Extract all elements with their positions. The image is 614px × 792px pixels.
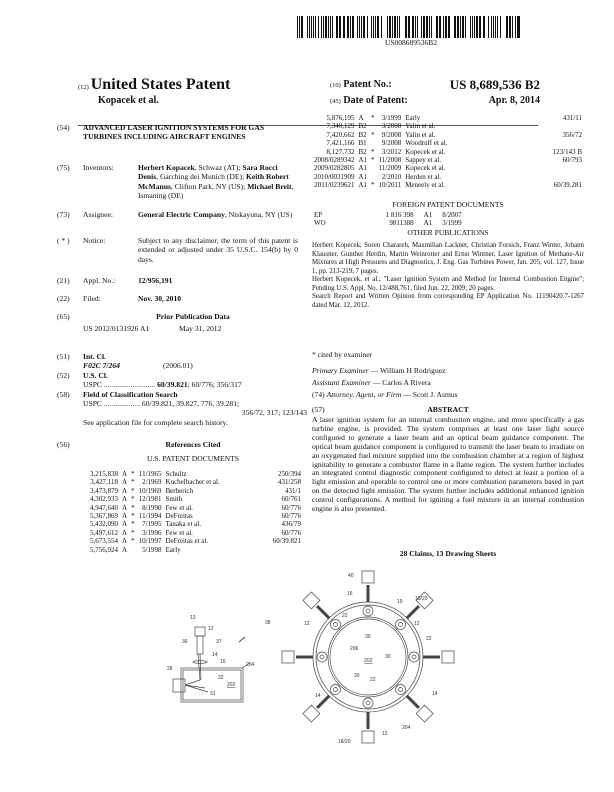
code: (45) <box>330 98 341 105</box>
reference-row <box>312 139 584 147</box>
patent-number: 2011/0239621 <box>314 181 355 190</box>
ref-label: 14 <box>432 691 438 697</box>
code: (10) <box>330 82 341 89</box>
kind: A1 <box>423 219 433 228</box>
ref-label: 30 <box>365 634 371 640</box>
reference-row <box>88 478 303 486</box>
assistant-examiner <box>312 378 431 387</box>
ref-label: 37 <box>216 639 222 645</box>
inventors-list <box>138 163 298 201</box>
kind: B1 <box>358 139 367 148</box>
ref-label: 12 <box>208 626 214 632</box>
cited-flag: * <box>131 512 135 521</box>
classification: 436/79 <box>281 520 301 529</box>
cited-flag <box>369 139 377 147</box>
code: (52) <box>57 371 70 380</box>
reference-row <box>312 173 584 181</box>
cited-note: * cited by examiner <box>312 350 373 359</box>
barcode-number: US008689536B2 <box>384 38 438 47</box>
inventor: Herden et al. <box>405 172 442 181</box>
ref-label: 12 <box>382 731 388 737</box>
int-class-year: (2006.01) <box>163 361 193 370</box>
classification: 431/1 <box>285 486 301 495</box>
cited-flag: * <box>131 520 135 529</box>
inventor: Early <box>405 114 421 122</box>
classification: 356/72 <box>562 130 582 139</box>
date: 3/1996 <box>142 528 162 537</box>
patent-number-row <box>330 77 540 92</box>
laser-source-box <box>362 731 374 743</box>
ref-label: 28 <box>167 666 173 672</box>
kind: A1 <box>358 164 368 173</box>
code: (73) <box>57 210 70 219</box>
code: (51) <box>57 352 70 361</box>
title-section <box>57 123 307 155</box>
inventor-name: Keith Robert McManus <box>138 172 289 191</box>
date: 3/2012 <box>381 147 402 156</box>
inventor: Berberich <box>165 486 194 495</box>
ref-label: 204 <box>246 662 255 668</box>
heading: Prior Publication Data <box>156 312 230 321</box>
patent-title-heading: United States Patent <box>90 76 231 93</box>
ref-label: 14 <box>212 652 218 658</box>
ref-label: 19 <box>397 599 403 605</box>
cited-flag: * <box>131 495 135 504</box>
date: 9/2008 <box>381 130 402 139</box>
reference-row <box>88 470 303 478</box>
reference-row <box>88 512 303 520</box>
code: (12) <box>78 84 89 91</box>
classification: 60/761 <box>281 495 301 504</box>
date: 8/2007 <box>442 211 462 219</box>
date: 3/1999 <box>381 114 402 122</box>
date: 7/1995 <box>142 520 162 529</box>
other-classes: ; 60/776; 356/317 <box>187 380 242 389</box>
patent-date: Apr. 8, 2014 <box>488 95 540 106</box>
number: 9811388 <box>389 219 414 228</box>
nozzle <box>363 606 373 616</box>
classification: 60/776 <box>281 528 301 537</box>
patent-number: 5,497,612 <box>90 528 118 537</box>
classification: 60/793 <box>562 156 582 165</box>
patent-number: US 8,689,536 B2 <box>449 77 540 92</box>
cited-flag <box>369 164 377 172</box>
patent-number: 7,421,166 <box>326 139 355 148</box>
ref-label: 18/20 <box>338 739 351 745</box>
reference-row <box>88 537 303 545</box>
field-classes <box>83 399 307 408</box>
ref-label: 202 <box>227 682 236 688</box>
patent-no-label: Patent No.: <box>343 79 392 90</box>
patent-number: 5,367,869 <box>90 512 118 521</box>
other-publications <box>312 242 584 310</box>
kind: B2 <box>358 130 367 139</box>
kind: A <box>122 512 128 521</box>
publication: Herbert Kopecek, et al.; "Laser Ignition System and Method for Internal Combustion Engine"; Pending U.S. Appl. No. 12/488,761, filed Jun. 22, 2009; 20 pages. <box>312 276 584 292</box>
label: Assignee: <box>83 210 113 219</box>
patent-number: 3,215,838 <box>90 470 118 478</box>
ref-label: 18/20 <box>415 596 428 602</box>
laser-source-box <box>282 651 294 663</box>
kind: B2 <box>358 122 367 131</box>
classification <box>551 139 584 147</box>
inventor: Yalin et al. <box>405 122 436 131</box>
classification: 60/39.821 <box>272 537 301 546</box>
code: (57) <box>312 405 325 414</box>
ref-label: 13 <box>190 615 196 621</box>
kind: A <box>122 545 128 554</box>
field-line: 356/72, 317; 123/143 <box>241 408 307 417</box>
kind: A1 <box>358 156 368 165</box>
subheading: U.S. PATENT DOCUMENTS <box>147 454 239 463</box>
value: — William H Rodriguez <box>368 366 446 375</box>
nozzle <box>330 619 340 629</box>
date: 12/1981 <box>138 495 162 504</box>
inventor: Few et al. <box>165 503 193 512</box>
label: Int. Cl. <box>83 352 106 361</box>
label: U.S. Cl. <box>83 371 108 380</box>
assignee <box>138 210 298 219</box>
cited-flag <box>369 173 377 181</box>
cited-flag: * <box>371 156 375 165</box>
nozzle <box>330 685 340 695</box>
inventor: Few et al. <box>165 528 193 537</box>
laser-source-box <box>362 571 374 583</box>
primary-examiner <box>312 366 445 375</box>
cited-flag: * <box>371 147 375 156</box>
date-row <box>330 96 540 106</box>
patent-number: 2010/0031909 <box>314 172 355 181</box>
classification: 431/258 <box>278 478 301 487</box>
ref-label: 204 <box>402 725 411 731</box>
ref-label: 206 <box>350 646 359 652</box>
nozzle <box>396 685 406 695</box>
classification <box>551 164 584 172</box>
other-publications-heading: OTHER PUBLICATIONS <box>407 228 489 237</box>
classification <box>271 546 303 554</box>
ref-label: 30 <box>354 673 360 679</box>
ref-label: 30 <box>385 654 391 660</box>
inventor: Kuchelbacher et al. <box>165 478 220 487</box>
heading: References Cited <box>165 440 221 449</box>
cited-flag <box>369 122 377 130</box>
kind: A1 <box>423 211 433 219</box>
inventor: Sappey et al. <box>405 156 442 165</box>
classification <box>551 122 584 130</box>
main-class: 60/39.821 <box>157 380 188 389</box>
patent-number: 5,876,195 <box>326 114 355 122</box>
field-line: 60/39.821, 39.827, 776, 39.281; <box>141 399 240 408</box>
inventor-name: Herbert Kopacek <box>138 163 195 172</box>
classification: 431/11 <box>562 114 582 122</box>
patent-number: 7,420,662 <box>326 130 355 139</box>
code: (21) <box>57 276 70 285</box>
inventor: Kopecek et al. <box>405 147 446 156</box>
reference-row <box>312 164 584 172</box>
date: 10/2011 <box>378 181 402 190</box>
kind: A <box>122 478 128 487</box>
foreign-references-table <box>312 211 470 228</box>
ref-label: 202 <box>364 658 373 664</box>
ref-label: 38 <box>265 620 271 626</box>
reference-row <box>312 114 584 122</box>
cited-flag: * <box>371 130 375 139</box>
reference-row <box>88 487 303 495</box>
claims-count: 28 Claims, 13 Drawing Sheets <box>399 549 497 558</box>
publication: Herbert Kopecek, Soren Charareh, Maxmilian Lackner, Christian Forsich, Franz Winter, Johann Klausner, Gunther Herdin, Martin Weinrotter and Ernst Wintner, Laser Ignition of Methane-Air Mixtures at High Pressures and Diagnostics, J. Eng. Gas Turbines Power, Jan. 205, vol. 127, Issue 1, pp. 213-219, 7 pages. <box>312 242 584 275</box>
reference-row <box>312 181 584 189</box>
nozzle <box>363 698 373 708</box>
value: — Scott J. Asmus <box>401 390 458 399</box>
abstract-header <box>312 405 584 414</box>
patent-type <box>78 76 230 94</box>
publication: Search Report and Written Opinion from corresponding EP Application No. 11190420.7-1267 dated Mar. 12, 2012. <box>312 293 584 309</box>
kind: A <box>122 470 128 478</box>
patent-number: 2009/0282805 <box>314 164 355 173</box>
notice-text: Subject to any disclaimer, the term of this patent is extended or adjusted under 35 U.S.C. 154(b) by 0 days. <box>138 236 298 264</box>
reference-row <box>88 520 303 528</box>
kind: B2 <box>358 147 367 156</box>
classification: 250/394 <box>278 470 301 478</box>
date: 2/2010 <box>381 172 402 181</box>
us-class <box>83 380 242 389</box>
date: 11/1965 <box>138 470 162 478</box>
ref-label: 14 <box>315 693 321 699</box>
barcode <box>297 16 525 38</box>
reference-row <box>312 131 584 139</box>
code: (74) <box>312 390 325 399</box>
abstract-text: A laser ignition system for an internal combustion engine, and more specifically a gas turbine engine, is provided. The system comprises at least one laser light source configured to generate a laser beam and an optical beam guidance component. The optical beam guidance component is configured to transmit the laser beam to irradiate on an oxygenated fuel mixture supplied into the combustion chamber at a region of highest ignitability to generate a combustor flame in a flame region. The system further includes an integrated control diagnostic component configured to detect at least a portion of a light emission and operable to control one or more combustion parameters based in part on the detected light emission. The system further includes additional enhanced ignition control configurations. A method for igniting a fuel mixture in an internal combustion engine is also presented. <box>312 415 584 514</box>
invention-title: ADVANCED LASER IGNITION SYSTEMS FOR GAS TURBINES INCLUDING AIRCRAFT ENGINES <box>83 123 265 142</box>
cited-flag <box>129 546 137 554</box>
patent-number: 3,473,879 <box>90 486 118 495</box>
inventor-location: , Ismaning (DE) <box>138 181 294 201</box>
inventor: Kopecek et al. <box>405 164 446 173</box>
code: (54) <box>57 123 70 132</box>
leader-dots: ................... <box>103 399 140 408</box>
patent-number: 3,427,118 <box>90 478 118 487</box>
ref-label: 36 <box>182 639 188 645</box>
application-number: 12/956,191 <box>138 276 173 285</box>
kind: A1 <box>358 172 368 181</box>
inventor: Meneely et al. <box>405 181 446 190</box>
label: Primary Examiner <box>312 366 369 375</box>
kind: A1 <box>358 181 368 190</box>
cited-flag: * <box>131 478 135 487</box>
nozzle <box>409 652 419 662</box>
code: (75) <box>57 163 70 172</box>
label: Field of Classification Search <box>83 390 178 399</box>
inventor: Yalin et al. <box>405 130 436 139</box>
date: 11/1994 <box>138 512 162 521</box>
date: 11/2008 <box>378 156 402 165</box>
cited-flag: * <box>371 114 375 122</box>
date: 5/1998 <box>142 545 162 554</box>
publication-number: US 2012/0131926 A1 <box>83 324 150 333</box>
leader-dots: ........................... <box>103 380 156 389</box>
patent-number: 4,947,640 <box>90 503 118 512</box>
patent-number: 5,673,554 <box>90 537 118 546</box>
filing-date: Nov. 30, 2010 <box>138 294 182 303</box>
ref-label: 22 <box>426 636 432 642</box>
kind: A <box>122 528 128 537</box>
inventor-name: Sara Rocci Denis <box>138 163 278 182</box>
nozzle <box>396 619 406 629</box>
code: (65) <box>57 312 70 321</box>
kind: A <box>122 520 128 529</box>
date: 10/1997 <box>138 537 162 546</box>
ref-label: 16 <box>347 591 353 597</box>
patent-number: 4,302,933 <box>90 495 118 504</box>
assignee-name: General Electric Company <box>138 210 225 219</box>
nozzle <box>317 652 327 662</box>
abstract-heading: ABSTRACT <box>427 405 469 414</box>
laser-source-box <box>195 627 205 636</box>
search-history-note: See application file for complete search history. <box>83 418 228 427</box>
number: 1 816 398 <box>385 211 414 219</box>
inventor-location: , Clifton Park, NY (US); <box>170 181 248 191</box>
ref-label: 12 <box>304 621 310 627</box>
inventor-name: Michael Breit <box>247 181 292 191</box>
uspc-label: USPC <box>83 380 102 389</box>
figure-ring-combustor <box>270 565 470 745</box>
ref-label: 32 <box>218 675 224 681</box>
country: WO <box>314 219 326 228</box>
code: (56) <box>57 440 70 449</box>
classification: 123/143 B <box>552 147 582 156</box>
inventor: Tanaka et al. <box>165 520 201 529</box>
foreign-row <box>312 219 470 227</box>
classification <box>551 173 584 181</box>
ref-label: 16 <box>220 659 226 665</box>
first-inventor: Kopacek et al. <box>98 95 159 106</box>
date: 10/1969 <box>138 486 162 495</box>
reference-row <box>88 495 303 503</box>
label: Inventors: <box>83 163 114 172</box>
reference-row <box>312 148 584 156</box>
reference-row <box>312 156 584 164</box>
label: Filed: <box>83 294 101 303</box>
date: 9/2008 <box>381 139 402 148</box>
inventor: DeFreitas et al. <box>165 537 209 546</box>
inventor-location: , Schwaz (AT); <box>194 163 243 172</box>
classification: 60/776 <box>281 503 301 512</box>
reference-row <box>88 529 303 537</box>
foreign-row <box>312 211 470 219</box>
inventor: Early <box>165 545 181 554</box>
country: EP <box>314 211 323 219</box>
code: (58) <box>57 390 70 399</box>
code: ( * ) <box>57 236 70 245</box>
ref-label: 31 <box>210 691 216 697</box>
ref-label: 22 <box>370 677 376 683</box>
label: Notice: <box>83 236 106 245</box>
cited-flag: * <box>131 537 135 546</box>
patent-number: 8,127,732 <box>326 147 355 156</box>
inventor: Smith <box>165 495 183 504</box>
publication-date: May 31, 2012 <box>179 324 222 333</box>
classification: 60/39.281 <box>553 181 582 190</box>
patent-number: 5,432,090 <box>90 520 118 529</box>
code: (22) <box>57 294 70 303</box>
int-class: F02C 7/264 <box>83 361 120 370</box>
ref-label: 12 <box>414 621 420 627</box>
inventor-location: , Garching dei Munich (DE); <box>156 172 246 182</box>
cited-flag: * <box>131 470 135 478</box>
cited-flag: * <box>131 503 135 512</box>
assignee-location: , Niskayuna, NY (US) <box>224 210 293 219</box>
foreign-heading: FOREIGN PATENT DOCUMENTS <box>392 200 504 209</box>
attorney <box>312 390 458 399</box>
kind: A <box>122 537 128 546</box>
ref-label: 22 <box>342 613 348 619</box>
date: 3/1999 <box>442 219 462 228</box>
kind: A <box>122 486 128 495</box>
cited-flag: * <box>371 181 375 190</box>
patent-number: 5,756,924 <box>90 545 118 554</box>
us-references-table <box>88 470 303 554</box>
label: Appl. No.: <box>83 276 116 285</box>
laser-source-box <box>442 651 454 663</box>
classification: 60/776 <box>281 512 301 521</box>
label: Attorney, Agent, or Firm <box>326 390 402 399</box>
label: Assistant Examiner <box>312 378 371 387</box>
cited-flag: * <box>131 528 135 537</box>
date-label: Date of Patent: <box>343 95 408 106</box>
inventor: Schultz <box>165 470 187 478</box>
date: 3/2008 <box>381 122 402 131</box>
reference-row <box>88 546 303 554</box>
kind: A <box>122 495 128 504</box>
uspc-label: USPC <box>83 399 102 408</box>
reference-row <box>88 504 303 512</box>
ref-label: 40 <box>348 573 354 579</box>
patent-number: 2008/0289342 <box>314 156 355 165</box>
inventor: Woodruff et al. <box>405 139 448 148</box>
inventor: DeFreitas <box>165 512 193 521</box>
us-references-continued-table <box>312 114 584 190</box>
kind: A <box>122 503 128 512</box>
value: — Carlos A Rivera <box>370 378 431 387</box>
date: 2/1969 <box>142 478 162 487</box>
kind: A <box>358 114 364 122</box>
date: 8/1990 <box>142 503 162 512</box>
cited-flag: * <box>131 486 135 495</box>
patent-number: 7,340,129 <box>326 122 355 131</box>
date: 11/2009 <box>378 164 402 173</box>
reference-row <box>312 122 584 130</box>
